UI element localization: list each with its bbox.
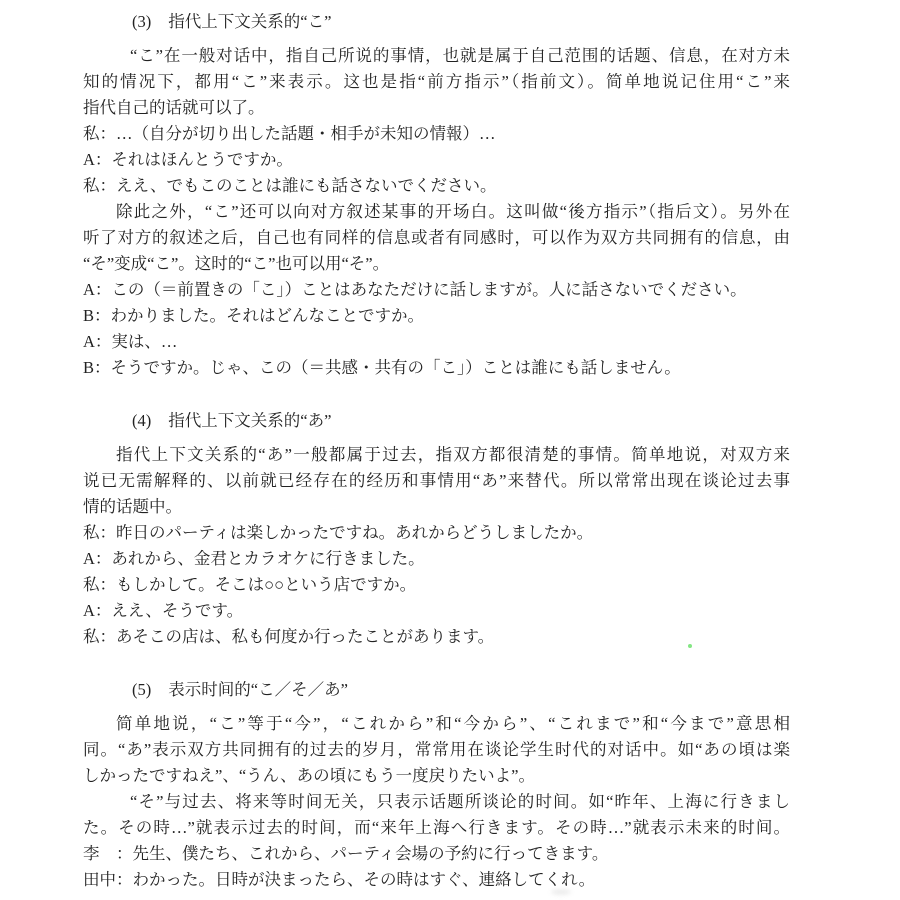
dialogue-line: A：それはほんとうですか。 <box>83 150 293 169</box>
paragraph-line: 情的话题中。 <box>83 497 182 516</box>
section-number: (4) <box>132 411 152 430</box>
section-number: (3) <box>132 12 152 31</box>
paragraph-line: 同。“あ”表示双方共同拥有的过去的岁月，常常用在谈论学生时代的对话中。如“あの頃は楽 <box>83 740 790 759</box>
section-heading <box>83 9 839 35</box>
dialogue-line: 李 ：先生、僕たち、これから、パーティ会場の予約に行ってきます。 <box>83 844 609 863</box>
dialogue-line: 田中：わかった。日時が決まったら、その時はすぐ、連絡してくれ。 <box>83 870 596 889</box>
section-5 <box>83 677 900 893</box>
paragraph-line: 简单地说，“こ”等于“今”，“これから”和“今から”、“これまで”和“今まで”意思相 <box>116 714 790 733</box>
paragraph-line: 说已无需解释的、以前就已经存在的经历和事情用“あ”来替代。所以常常出现在谈论过去事 <box>83 471 790 490</box>
paragraph-line: “こ”在一般对话中，指自己所说的事情，也就是属于自己范围的话题、信息，在对方未 <box>130 46 790 65</box>
section-heading <box>83 408 839 434</box>
paragraph-line: 听了对方的叙述之后，自己也有同样的信息或者有同感时，可以作为双方共同拥有的信息，由 <box>83 228 790 247</box>
paragraph-line: “そ”与过去、将来等时间无关，只表示话题所谈论的时间。如“昨年、上海に行きまし <box>130 792 790 811</box>
dialogue-line: A：ええ、そうです。 <box>83 601 244 620</box>
section-number: (5) <box>132 680 152 699</box>
paragraph-line: 除此之外，“こ”还可以向对方叙述某事的开场白。这叫做“後方指示”（指后文）。另外在 <box>116 202 790 221</box>
paragraph-line: “そ”变成“こ”。这时的“こ”也可以用“そ”。 <box>83 254 390 273</box>
dialogue-line: 私：昨日のパーティは楽しかったですね。あれからどうしましたか。 <box>83 523 594 542</box>
paragraph-line: 指代自己的话就可以了。 <box>83 98 265 117</box>
section-4 <box>83 408 900 650</box>
dialogue-line: 私：ええ、でもこのことは誰にも話さないでください。 <box>83 176 497 195</box>
section-3 <box>83 9 900 381</box>
paragraph-line: 指代上下文关系的“あ”一般都属于过去，指双方都很清楚的事情。简单地说，对双方来 <box>116 445 790 464</box>
section-heading <box>83 677 839 703</box>
dialogue-line: A：あれから、金君とカラオケに行きました。 <box>83 549 425 568</box>
dialogue-line: B：そうですか。じゃ、この（＝共感・共有の「こ」）ことは誰にも話しません。 <box>83 358 681 377</box>
paragraph-line: しかったですねえ”、“うん、あの頃にもう一度戻りたいよ”。 <box>83 766 535 785</box>
dialogue-line: B：わかりました。それはどんなことですか。 <box>83 306 425 325</box>
dialogue-line: 私：もしかして。そこは○○という店ですか。 <box>83 575 417 594</box>
section-title: 指代上下文关系的“こ” <box>168 12 332 31</box>
dialogue-line: 私：あそこの店は、私も何度か行ったことがあります。 <box>83 627 495 646</box>
section-title: 指代上下文关系的“あ” <box>168 411 332 430</box>
section-title: 表示时间的“こ／そ／あ” <box>168 680 348 699</box>
scan-artifact-speck <box>688 644 692 648</box>
dialogue-line: A：この（＝前置きの「こ」）ことはあなただけに話しますが。人に話さないでください。 <box>83 280 747 299</box>
scan-artifact-smudge <box>551 889 571 895</box>
dialogue-line: A：実は、… <box>83 332 178 351</box>
paragraph-line: 知的情况下，都用“こ”来表示。这也是指“前方指示”（指前文）。简单地说记住用“こ”来 <box>83 72 790 91</box>
paragraph-line: た。その時…”就表示过去的时间，而“来年上海へ行きます。その時…”就表示未来的时间。 <box>83 818 790 837</box>
dialogue-line: 私：…（自分が切り出した話題・相手が未知の情報）… <box>83 124 496 143</box>
